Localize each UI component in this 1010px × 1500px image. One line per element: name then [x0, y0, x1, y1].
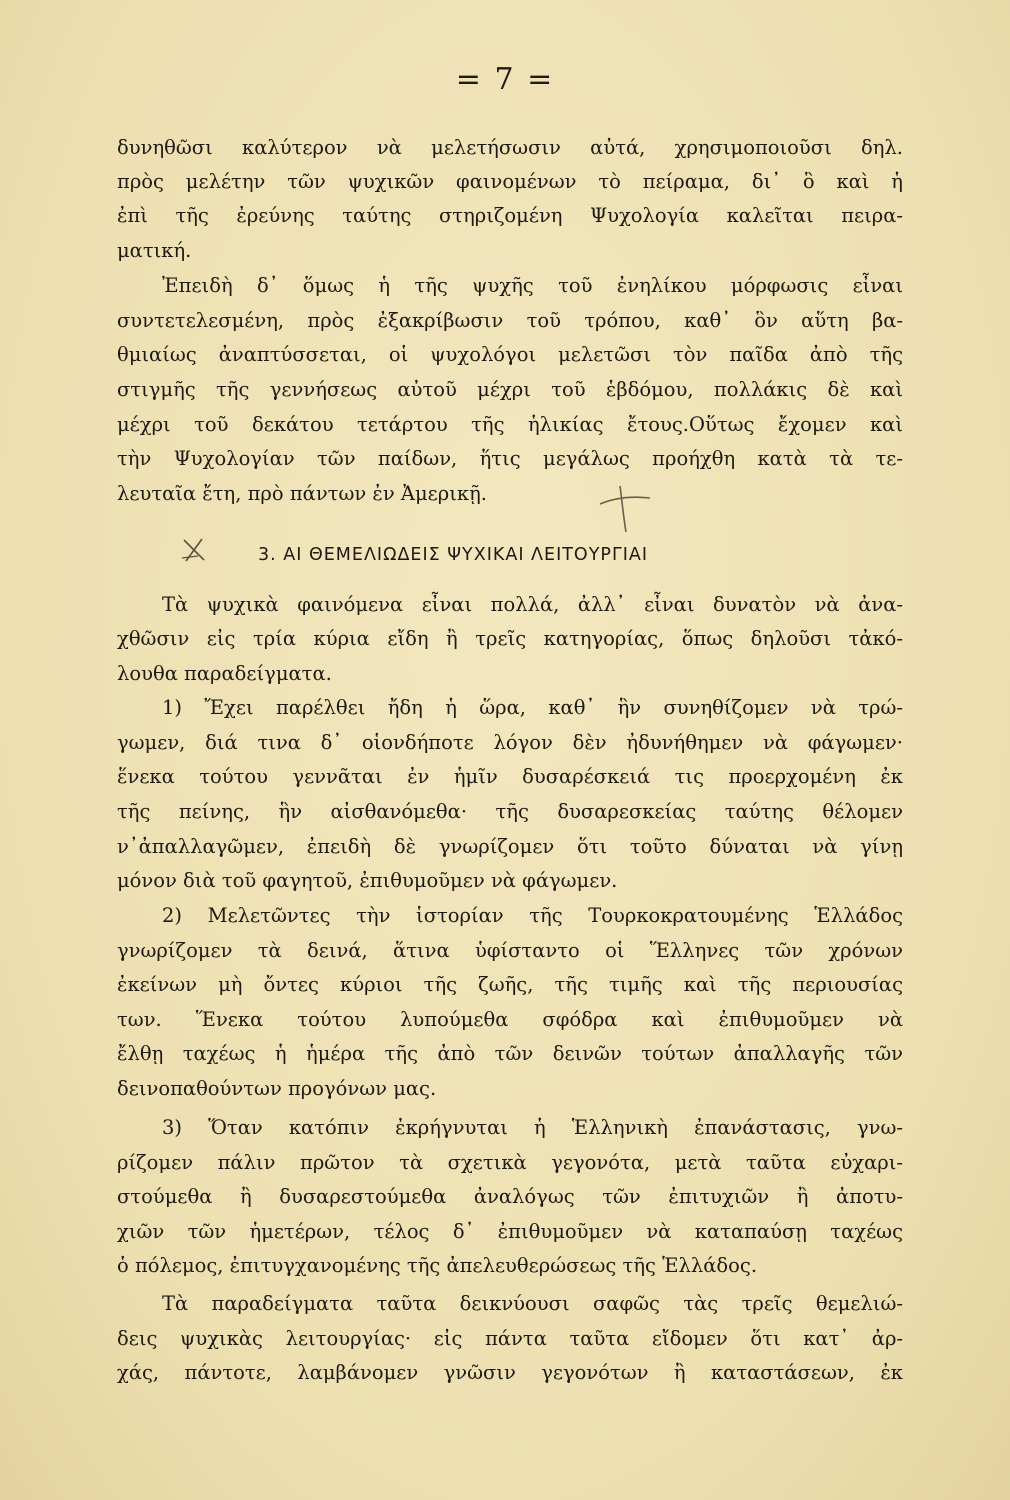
- pencil-x-mark: [180, 536, 208, 564]
- text-line: ὁ πόλεμος, ἐπιτυγχανομένης τῆς ἀπελευθερώσεως τῆς Ἑλλάδος.: [117, 1254, 758, 1277]
- text-line: στιγμῆς τῆς γεννήσεως αὐτοῦ μέχρι τοῦ ἑβδόμου, πολλάκις δὲ καὶ: [117, 378, 903, 401]
- pencil-cross-mark: [596, 484, 652, 534]
- text-line: λευταῖα ἔτη, πρὸ πάντων ἐν Ἀμερικῇ.: [117, 482, 487, 505]
- text-line: ν᾽ἀπαλλαγῶμεν, ἐπειδὴ δὲ γνωρίζομεν ὅτι τοῦτο δύναται νὰ γίνῃ: [117, 835, 903, 858]
- text-line: πρὸς μελέτην τῶν ψυχικῶν φαινομένων τὸ πείραμα, δι᾽ ὃ καὶ ἡ: [117, 170, 903, 193]
- text-line: 1) Ἔχει παρέλθει ἤδη ἡ ὥρα, καθ᾽ ἣν συνηθίζομεν νὰ τρώ-: [162, 696, 903, 719]
- text-line: χιῶν τῶν ἡμετέρων, τέλος δ᾽ ἐπιθυμοῦμεν νὰ καταπαύσῃ ταχέως: [117, 1220, 903, 1243]
- text-line: γωμεν, διά τινα δ᾽ οἱονδήποτε λόγον δὲν ἠδυνήθημεν νὰ φάγωμεν·: [117, 731, 903, 754]
- text-line: των. Ἕνεκα τούτου λυπούμεθα σφόδρα καὶ ἐπιθυμοῦμεν νὰ: [117, 1008, 903, 1031]
- text-line: δεινοπαθούντων προγόνων μας.: [117, 1077, 437, 1100]
- text-line: χάς, πάντοτε, λαμβάνομεν γνῶσιν γεγονότων ἢ καταστάσεων, ἐκ: [117, 1361, 903, 1384]
- text-line: τὴν Ψυχολογίαν τῶν παίδων, ἥτις μεγάλως προήχθη κατὰ τὰ τε-: [117, 447, 903, 470]
- text-line: Τὰ ψυχικὰ φαινόμενα εἶναι πολλά, ἀλλ᾽ εἶναι δυνατὸν νὰ ἀνα-: [162, 593, 903, 616]
- text-line: Ἐπειδὴ δ᾽ ὅμως ἡ τῆς ψυχῆς τοῦ ἐνηλίκου μόρφωσις εἶναι: [162, 274, 903, 297]
- text-line: τῆς πείνης, ἣν αἰσθανόμεθα· τῆς δυσαρεσκείας ταύτης θέλομεν: [117, 800, 903, 823]
- text-line: θμιαίως ἀναπτύσσεται, οἱ ψυχολόγοι μελετῶσι τὸν παῖδα ἀπὸ τῆς: [117, 343, 903, 366]
- section-heading: 3. ΑΙ ΘΕΜΕΛΙΩΔΕΙΣ ΨΥΧΙΚΑΙ ΛΕΙΤΟΥΡΓΙΑΙ: [258, 545, 648, 565]
- text-line: ἐπὶ τῆς ἐρεύνης ταύτης στηριζομένη Ψυχολογία καλεῖται πειρα-: [117, 204, 903, 227]
- text-line: λουθα παραδείγματα.: [117, 662, 332, 685]
- text-line: 3) Ὅταν κατόπιν ἐκρήγνυται ἡ Ἑλληνικὴ ἐπανάστασις, γνω-: [162, 1116, 903, 1139]
- text-line: δεις ψυχικὰς λειτουργίας· εἰς πάντα ταῦτα εἴδομεν ὅτι κατ᾽ ἀρ-: [117, 1327, 903, 1350]
- text-line: δυνηθῶσι καλύτερον νὰ μελετήσωσιν αὐτά, χρησιμοποιοῦσι δηλ.: [117, 136, 903, 159]
- text-line: Τὰ παραδείγματα ταῦτα δεικνύουσι σαφῶς τὰς τρεῖς θεμελιώ-: [162, 1292, 903, 1315]
- text-line: ρίζομεν πάλιν πρῶτον τὰ σχετικὰ γεγονότα, μετὰ ταῦτα εὐχαρι-: [117, 1151, 903, 1174]
- page-number: = 7 =: [455, 62, 555, 97]
- text-line: γνωρίζομεν τὰ δεινά, ἅτινα ὑφίσταντο οἱ Ἕλληνες τῶν χρόνων: [117, 939, 903, 962]
- text-line: 2) Μελετῶντες τὴν ἱστορίαν τῆς Τουρκοκρατουμένης Ἑλλάδος: [162, 904, 903, 927]
- text-line: μόνον διὰ τοῦ φαγητοῦ, ἐπιθυμοῦμεν νὰ φάγωμεν.: [117, 869, 618, 892]
- text-line: μέχρι τοῦ δεκάτου τετάρτου τῆς ἡλικίας ἔτους.Οὕτως ἔχομεν καὶ: [117, 413, 903, 436]
- text-line: ματική.: [117, 239, 192, 262]
- text-line: ἔλθῃ ταχέως ἡ ἡμέρα τῆς ἀπὸ τῶν δεινῶν τούτων ἀπαλλαγῆς τῶν: [117, 1042, 903, 1065]
- text-line: στούμεθα ἢ δυσαρεστούμεθα ἀναλόγως τῶν ἐπιτυχιῶν ἢ ἀποτυ-: [117, 1185, 903, 1208]
- text-line: ἐκείνων μὴ ὄντες κύριοι τῆς ζωῆς, τῆς τιμῆς καὶ τῆς περιουσίας: [117, 973, 903, 996]
- text-line: χθῶσιν εἰς τρία κύρια εἴδη ἢ τρεῖς κατηγορίας, ὅπως δηλοῦσι τἀκό-: [117, 627, 903, 650]
- text-line: συντετελεσμένη, πρὸς ἐξακρίβωσιν τοῦ τρόπου, καθ᾽ ὃν αὕτη βα-: [117, 309, 903, 332]
- text-line: ἕνεκα τούτου γεννᾶται ἐν ἡμῖν δυσαρέσκειά τις προερχομένη ἐκ: [117, 765, 903, 788]
